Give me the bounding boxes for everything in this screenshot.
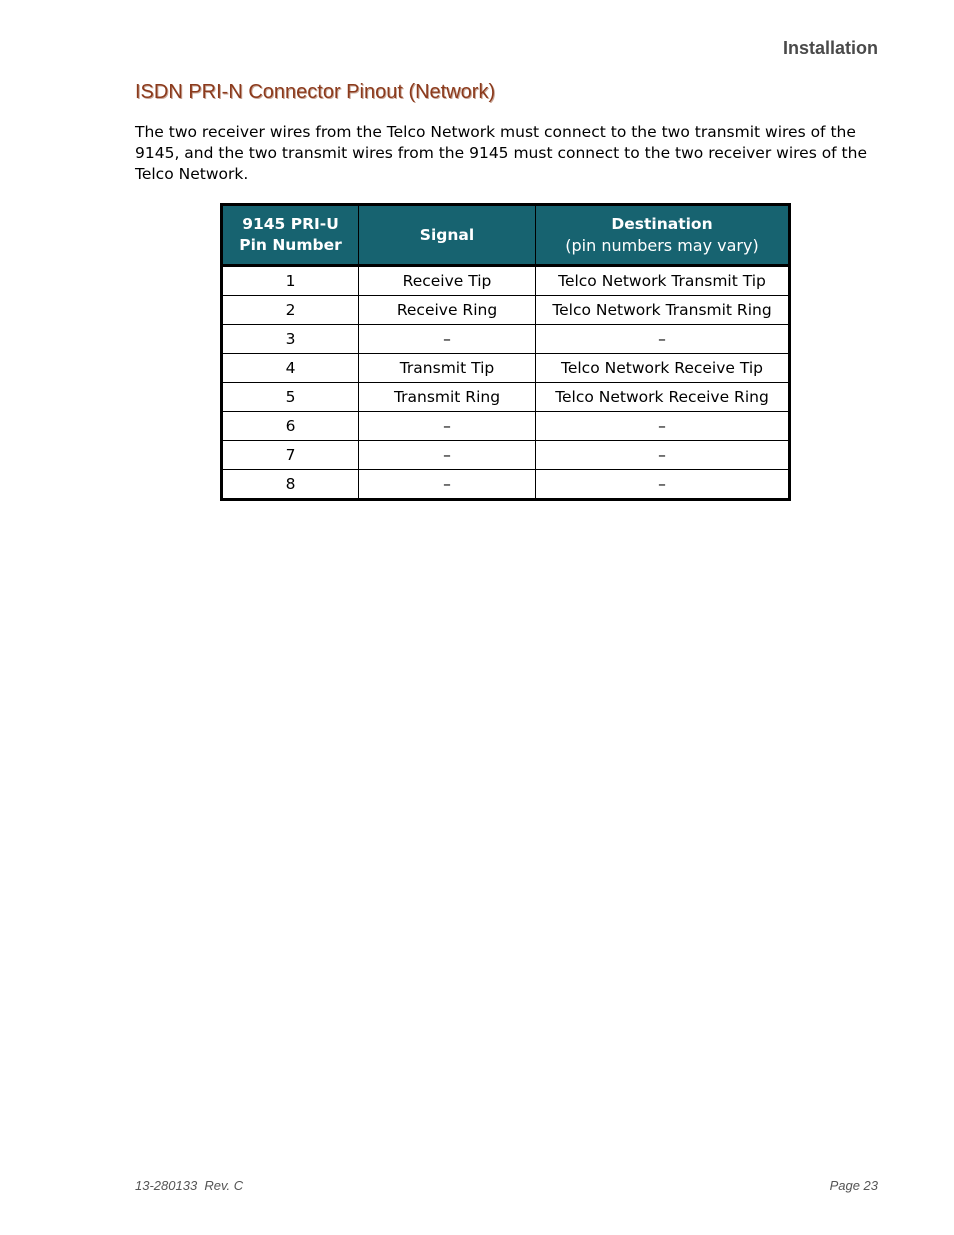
- signal-cell: Receive Tip: [359, 266, 536, 296]
- table-header-row: [222, 205, 790, 266]
- pin-number-header: [222, 205, 359, 266]
- signal-cell: –: [359, 325, 536, 354]
- signal-cell: –: [359, 441, 536, 470]
- pin-cell: 4: [222, 354, 359, 383]
- table-row: [222, 470, 790, 500]
- pin-header-line2: Pin Number: [239, 236, 342, 254]
- pinout-table: [220, 203, 791, 501]
- table-row: [222, 354, 790, 383]
- destination-header-note: (pin numbers may vary): [565, 236, 759, 255]
- running-header: Installation: [782, 38, 878, 58]
- destination-cell: –: [536, 325, 790, 354]
- pin-cell: 7: [222, 441, 359, 470]
- signal-cell: Receive Ring: [359, 296, 536, 325]
- destination-header-title: Destination: [611, 215, 713, 233]
- signal-header: Signal: [359, 205, 536, 266]
- pin-cell: 2: [222, 296, 359, 325]
- destination-cell: –: [536, 441, 790, 470]
- destination-cell: Telco Network Transmit Tip: [536, 266, 790, 296]
- destination-cell: Telco Network Receive Tip: [536, 354, 790, 383]
- section-heading: ISDN PRI-N Connector Pinout (Network): [135, 81, 496, 103]
- pin-cell: 6: [222, 412, 359, 441]
- signal-cell: –: [359, 470, 536, 500]
- page-number: Page 23: [829, 1178, 878, 1193]
- pin-cell: 3: [222, 325, 359, 354]
- intro-paragraph: The two receiver wires from the Telco Network must connect to the two transmit wires of the 9145, and the two transmit wires from the 9145 must connect to the two receiver wires of the Telco Network.: [135, 123, 867, 183]
- destination-cell: –: [536, 412, 790, 441]
- destination-cell: Telco Network Receive Ring: [536, 383, 790, 412]
- document-number: 13-280133 Rev. C: [135, 1178, 244, 1193]
- signal-cell: Transmit Ring: [359, 383, 536, 412]
- signal-cell: Transmit Tip: [359, 354, 536, 383]
- destination-header: [536, 205, 790, 266]
- destination-cell: –: [536, 470, 790, 500]
- pin-cell: 5: [222, 383, 359, 412]
- signal-cell: –: [359, 412, 536, 441]
- table-row: [222, 441, 790, 470]
- pin-cell: 8: [222, 470, 359, 500]
- table-row: [222, 296, 790, 325]
- table-row: [222, 266, 790, 296]
- table-row: [222, 412, 790, 441]
- table-row: [222, 325, 790, 354]
- pin-cell: 1: [222, 266, 359, 296]
- destination-cell: Telco Network Transmit Ring: [536, 296, 790, 325]
- table-row: [222, 383, 790, 412]
- pin-header-line1: 9145 PRI-U: [242, 215, 339, 233]
